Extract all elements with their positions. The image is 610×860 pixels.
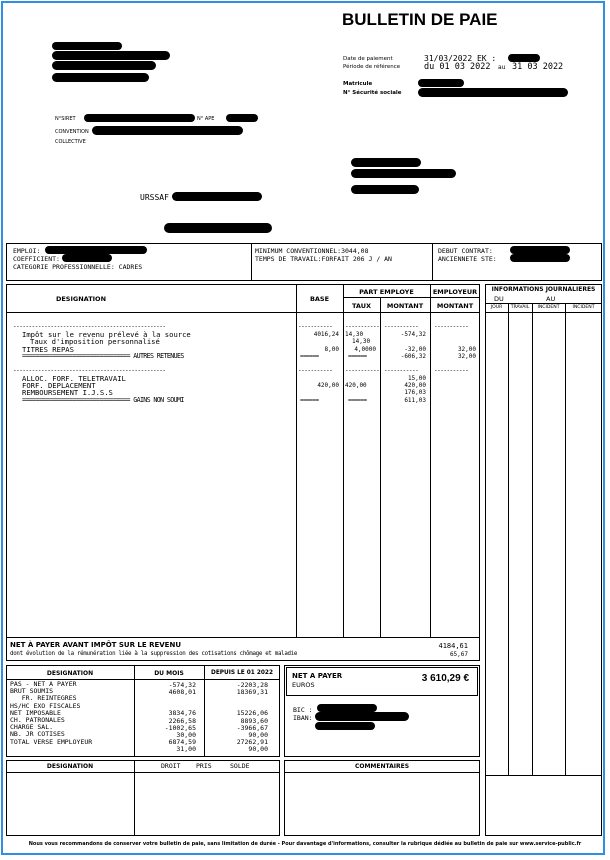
periode-du: du 01 03 2022: [424, 62, 491, 72]
redacted-siret: [84, 114, 195, 122]
infos-divider: [508, 303, 509, 775]
cumul-row-depuis: 18369,31: [236, 687, 268, 696]
table-header-line: [6, 312, 480, 313]
commentaires-title: COMMENTAIRES: [354, 763, 410, 770]
anciennete-label: ANCIENNETE STE:: [438, 255, 497, 263]
row-montant: -574,32: [400, 331, 426, 338]
cumul-row-mois: 3834,76: [168, 709, 196, 718]
col-montant: MONTANT: [386, 302, 424, 310]
net-avant-line: [6, 637, 480, 638]
separator: -----------: [345, 323, 380, 330]
conges-header-line: [6, 772, 280, 773]
col-jour: JOUR: [490, 305, 503, 310]
total-autres-retenues: ================================ AUTRES RETENUES: [22, 352, 184, 360]
col-montant-employeur: MONTANT: [436, 302, 474, 310]
ape-label: N° APE: [197, 116, 215, 122]
col-employeur-divider: [430, 284, 431, 637]
row-taux: 4,0000: [354, 346, 376, 353]
cumul-row-depuis: 90,00: [248, 745, 268, 754]
col-incident: INCIDENT: [537, 305, 560, 310]
cumul-row-label: BRUT SOUMIS: [10, 687, 54, 696]
cumul-row-depuis: 27262,91: [236, 738, 268, 747]
evolution-label: dont évolution de la rémunération liée à la suppression des cotisations chômage et maladie: [10, 651, 298, 657]
row-label: FORF. DEPLACEMENT: [22, 381, 96, 390]
divider: [251, 243, 252, 281]
row-employeur: 32,00: [457, 346, 476, 353]
cumul-row-depuis: 8893,60: [240, 716, 268, 725]
cumul-row-label: CHARGE SAL.: [10, 723, 54, 732]
conges-solde: SOLDE: [230, 762, 250, 770]
redacted-bic: [317, 704, 377, 712]
net-payer-value: 3 610,29 €: [421, 673, 469, 684]
col-travail: TRAVAIL: [510, 305, 530, 310]
redacted-employee-address: [351, 185, 419, 194]
redacted-iban: [315, 712, 409, 721]
cumul-row-label: FR. REINTEGRES: [10, 694, 77, 703]
cumul-row-depuis: -2203,28: [236, 680, 268, 689]
cumul-row-mois: 6874,59: [168, 738, 196, 747]
net-avant-impot-value: 4184,61: [438, 642, 468, 650]
infos-divider: [565, 303, 566, 775]
col-base: BASE: [309, 295, 330, 303]
row-taux: 14,30: [352, 338, 371, 345]
separator: -----------: [434, 367, 469, 374]
col-employeur: EMPLOYEUR: [432, 288, 478, 296]
separator: ======: [300, 353, 319, 360]
redacted-employee-name: [351, 158, 421, 167]
infos-line: [485, 312, 602, 313]
cumul-row-label: TOTAL VERSE EMPLOYEUR: [10, 737, 93, 746]
part-employe-line: [343, 297, 480, 298]
infos-divider: [532, 303, 533, 775]
net-payer-label: NET A PAYER: [292, 672, 343, 680]
row-base: 8,00: [324, 346, 339, 353]
net-avant-impot-label: NET À PAYER AVANT IMPÔT SUR LE REVENU: [10, 641, 182, 649]
cumul-row-depuis: 15226,06: [236, 709, 268, 718]
periode-au: 31 03 2022: [512, 62, 564, 72]
row-label: TITRES REPAS: [22, 345, 74, 354]
separator: ======: [300, 397, 319, 404]
emploi-label: EMPLOI:: [13, 247, 41, 255]
redacted-ek: [508, 54, 540, 62]
redacted-coefficient: [62, 254, 112, 262]
row-base: 4016,24: [313, 331, 339, 338]
row-montant: 15,00: [407, 375, 426, 382]
conges-divider: [134, 760, 135, 836]
minimum-conventionnel: MINIMUM CONVENTIONNEL:3044,08: [255, 247, 369, 255]
separator: -----------: [384, 323, 419, 330]
redacted-employer-line: [52, 61, 156, 70]
cumul-row-mois: 31,00: [176, 745, 196, 754]
cumul-row-label: CH. PATRONALES: [10, 716, 65, 724]
col-taux-divider: [343, 284, 344, 637]
periode-label: Période de référence: [343, 64, 401, 70]
total2-montant: 611,03: [404, 397, 426, 404]
row-taux: 14,30: [345, 331, 364, 338]
categorie-label: CATEGORIE PROFESSIONNELLE: CADRES: [13, 263, 143, 271]
siret-label: N°SIRET: [55, 116, 76, 122]
redacted-debut-contrat: [510, 246, 570, 254]
collective-label: COLLECTIVE: [55, 139, 86, 145]
total1-employeur: 32,00: [457, 353, 476, 360]
net-payer-currency: EUROS: [292, 681, 315, 689]
cumul-row-mois: 30,00: [176, 730, 196, 739]
redacted-ape: [226, 114, 258, 122]
commentaires-line: [284, 772, 480, 773]
cumuls-du-mois: DU MOIS: [154, 670, 184, 677]
redacted-employer-line: [52, 73, 149, 82]
cumul-row-depuis: -3966,67: [236, 723, 268, 732]
redacted-emploi: [45, 246, 147, 254]
cumul-row-label: NB. JR COTISES: [10, 730, 65, 739]
cumuls-designation: DESIGNATION: [46, 670, 94, 677]
coefficient-label: COEFFICIENT:: [13, 255, 60, 263]
row-base: 420,00: [317, 382, 339, 389]
row-label: REMBOURSEMENT I.J.S.S: [22, 388, 113, 397]
row-taux: 420,00: [345, 382, 367, 389]
redacted-secu: [418, 88, 568, 97]
total1-montant: -606,32: [400, 353, 426, 360]
redacted-anciennete: [510, 254, 570, 262]
separator: ======: [348, 397, 367, 404]
redacted-urssaf: [172, 192, 262, 201]
row-montant: 420,00: [404, 382, 426, 389]
total-gains-non-soumis: ================================ GAINS NON SOUMI: [22, 396, 184, 404]
au-label: AU: [546, 295, 556, 303]
infos-journalieres-title: INFORMATIONS JOURNALIERES: [491, 286, 596, 293]
redacted-iban-2: [315, 722, 375, 730]
redacted-matricule: [418, 79, 464, 87]
document-title: BULLETIN DE PAIE: [342, 10, 498, 29]
cumul-row-label: NET IMPOSABLE: [10, 708, 61, 717]
conges-pris: PRIS: [196, 762, 212, 770]
row-label: ALLOC. FORF. TELETRAVAIL: [22, 374, 126, 383]
col-designation: DESIGNATION: [55, 295, 107, 303]
matricule-label: Matricule: [343, 81, 373, 87]
infos-journalieres-box: [485, 284, 602, 836]
row-label: Impôt sur le revenu prélevé à la source: [22, 330, 191, 339]
date-paiement-label: Date de paiement: [343, 56, 393, 62]
separator: -------------------------------------------------: [13, 367, 166, 374]
separator: ======: [348, 353, 367, 360]
footer-note: Nous vous recommandons de conserver votre bulletin de paie, sans limitation de durée - Pour davantage d'informations, consulter la rubrique dédiée au bulletin de paie sur www.service-public.fr: [28, 841, 582, 847]
redacted-employer-line: [52, 51, 170, 60]
cumul-row-mois: -1002,65: [164, 723, 196, 732]
infos-line: [485, 303, 602, 304]
cumul-row-depuis: 90,00: [248, 730, 268, 739]
bic-label: BIC :: [293, 706, 313, 714]
separator: -----------: [434, 323, 469, 330]
secu-label: N° Sécurité sociale: [343, 90, 402, 96]
cumul-row-mois: 2266,58: [168, 716, 196, 725]
separator: -----------: [298, 367, 333, 374]
col-taux: TAUX: [351, 302, 372, 310]
cumul-row-mois: -574,32: [168, 680, 196, 689]
divider: [432, 243, 433, 281]
periode-au-label: au: [498, 64, 506, 71]
infos-bottom-line: [485, 775, 602, 776]
col-incident: INCIDENT: [572, 305, 595, 310]
conges-droit: DROIT: [161, 762, 181, 770]
evolution-value: 65,67: [449, 651, 468, 658]
temps-travail: TEMPS DE TRAVAIL:FORFAIT 206 J / AN: [255, 255, 392, 263]
col-part-employe: PART EMPLOYE: [359, 288, 414, 296]
separator: -----------: [384, 367, 419, 374]
date-paiement-value: 31/03/2022 EK :: [424, 54, 497, 63]
separator: -------------------------------------------------: [13, 323, 166, 330]
cumuls-depuis: DEPUIS LE 01 2022: [211, 670, 273, 676]
cumul-row-label: PAS - NET A PAYER: [10, 680, 77, 688]
redacted-urssaf-2: [164, 223, 272, 233]
redacted-employee-address: [351, 169, 456, 178]
redacted-employer-name: [52, 42, 122, 50]
row-montant: -32,00: [404, 346, 426, 353]
redacted-convention: [92, 126, 243, 135]
separator: -----------: [345, 367, 380, 374]
debut-contrat-label: DEBUT CONTRAT:: [438, 247, 493, 255]
separator: -----------: [298, 323, 333, 330]
du-label: DU: [494, 295, 504, 303]
cumul-row-label: HS/HC EXO FISCALES: [10, 701, 81, 710]
row-label: Taux d'imposition personnalisé: [30, 337, 160, 346]
cumul-row-mois: 4608,01: [168, 687, 196, 696]
convention-label: CONVENTION: [55, 129, 89, 135]
urssaf-label: URSSAF: [140, 193, 169, 202]
iban-label: IBAN:: [293, 714, 313, 722]
row-montant: 176,03: [404, 389, 426, 396]
conges-designation: DESIGNATION: [46, 763, 94, 770]
